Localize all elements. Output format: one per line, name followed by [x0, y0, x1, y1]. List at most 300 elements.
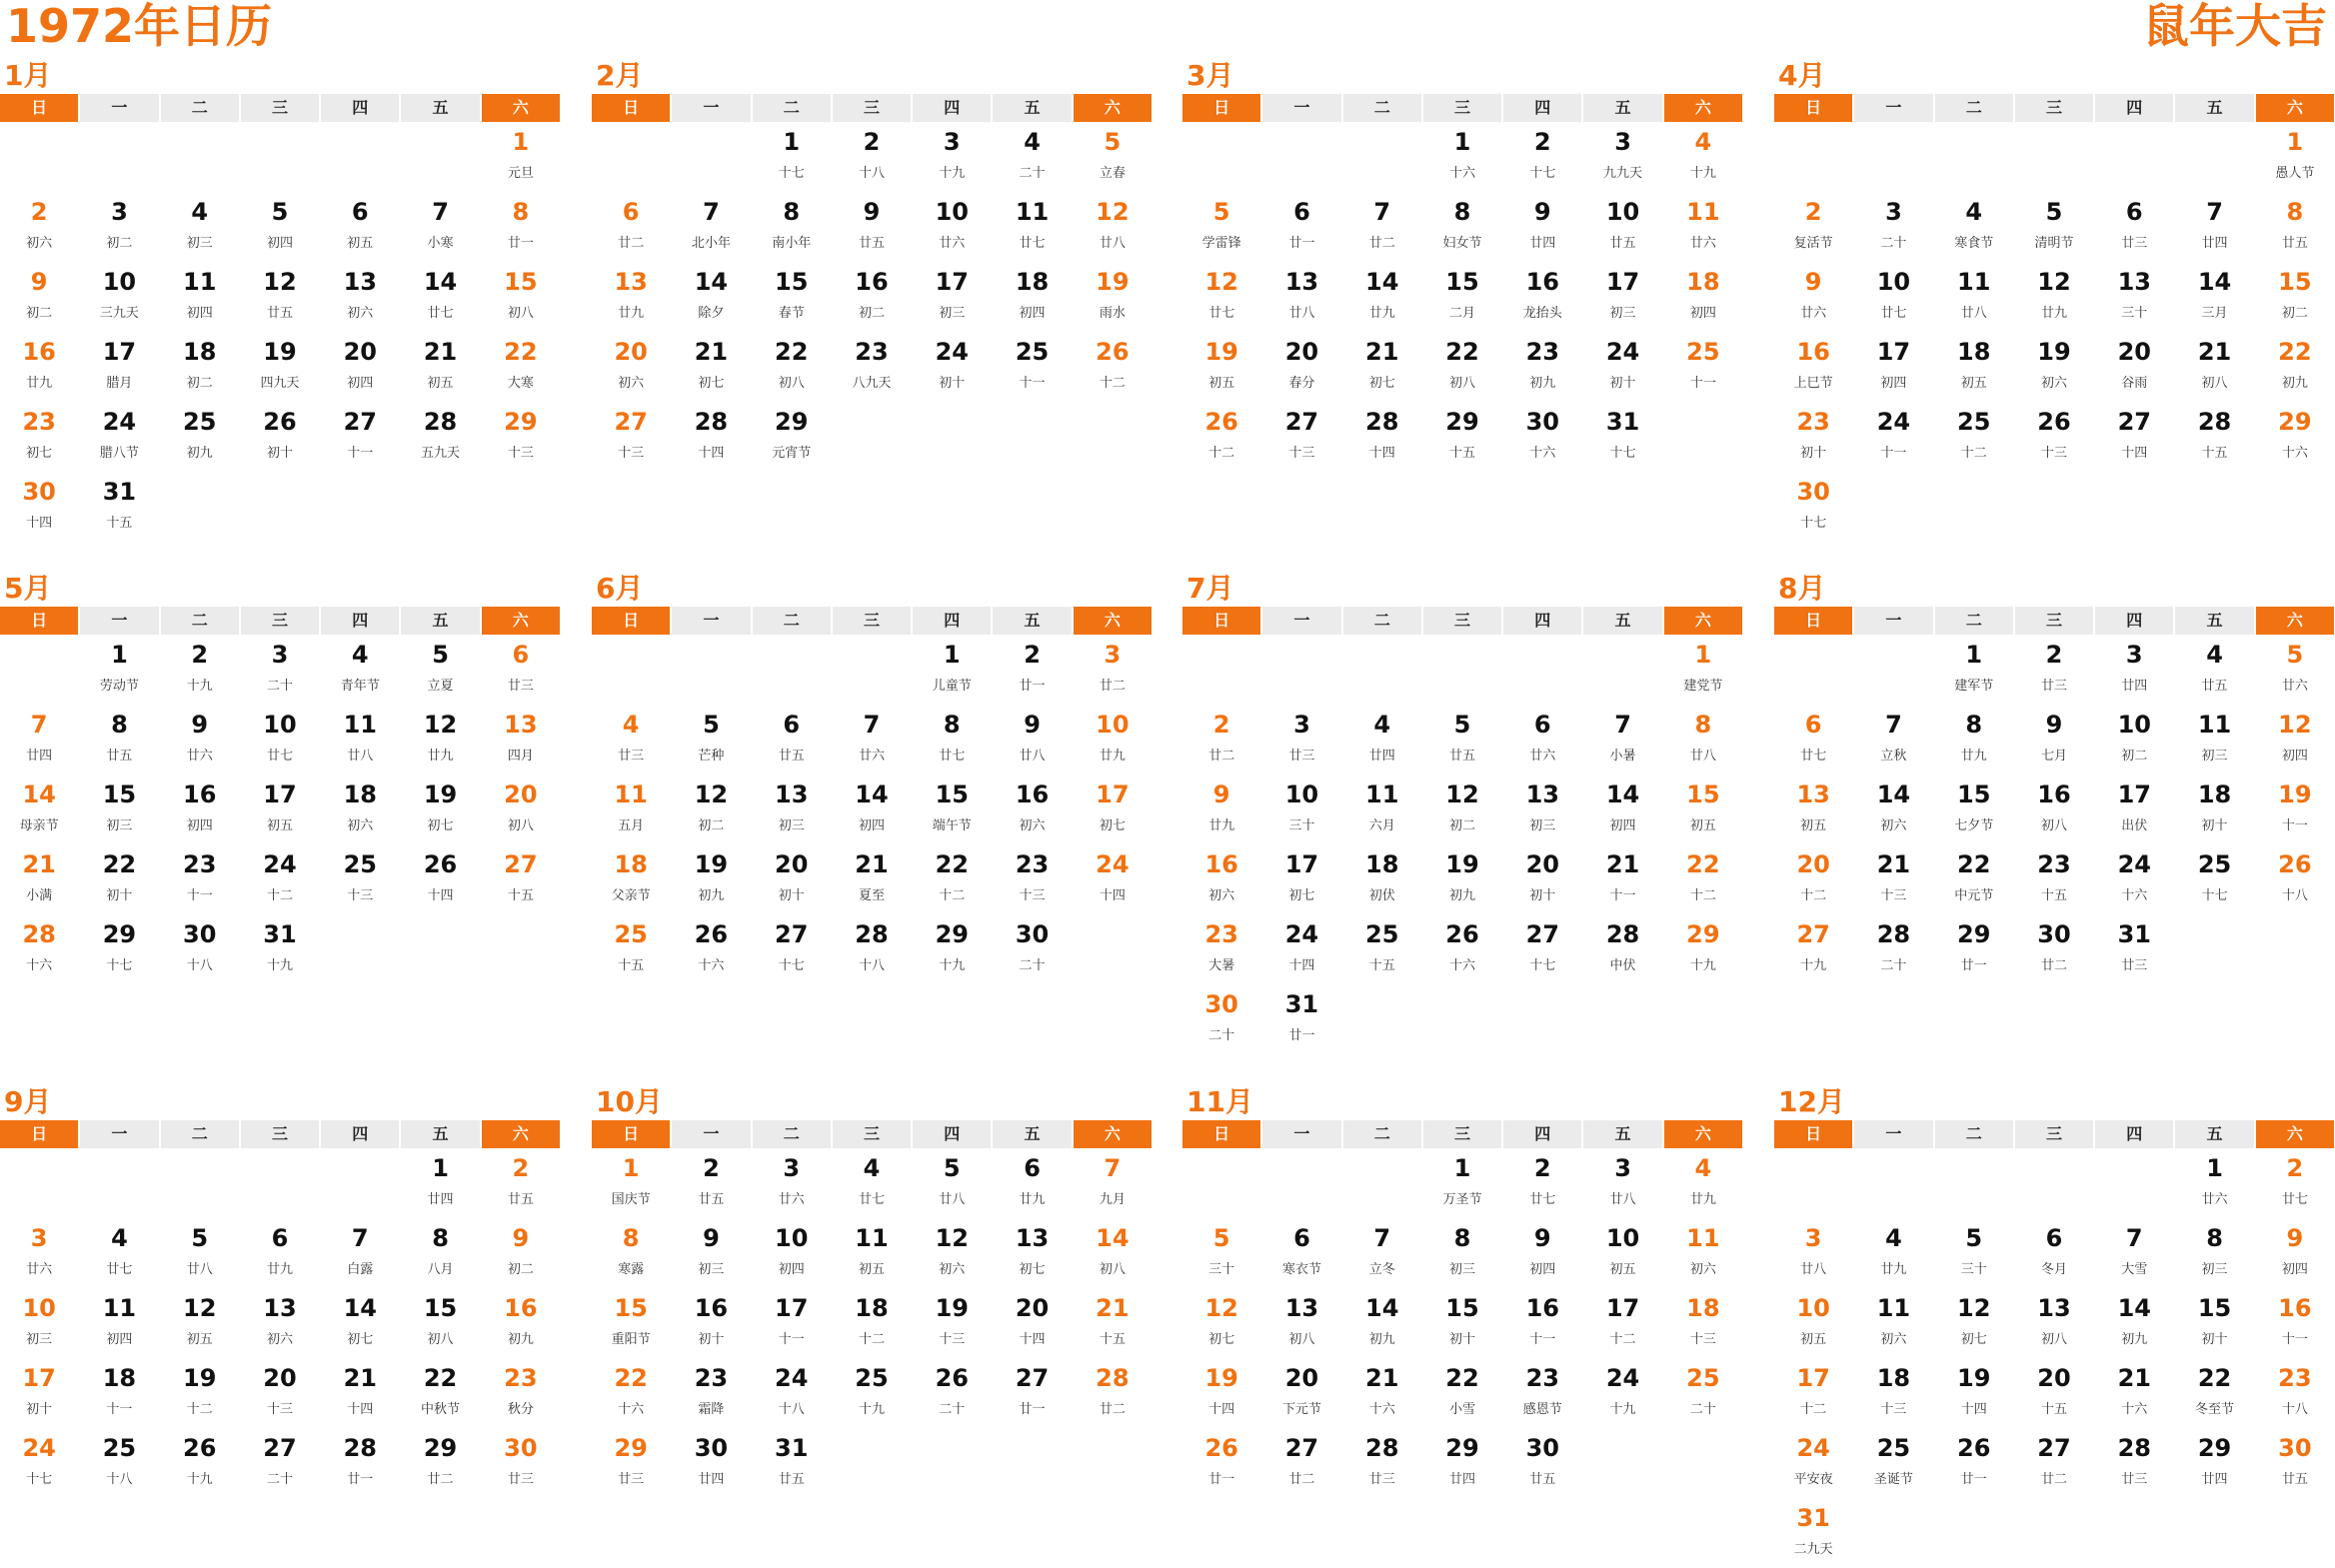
day-number: 23 [183, 850, 217, 878]
day-cell [161, 705, 239, 775]
day-cell [401, 192, 479, 262]
day-cell [1074, 262, 1152, 332]
lunar-date: 十七 [1800, 516, 1827, 531]
lunar-date: 廿一 [1960, 1472, 1987, 1487]
day-cell [482, 705, 560, 775]
day-cell [2256, 402, 2334, 472]
day-number: 22 [1686, 850, 1720, 878]
day-number: 6 [1024, 1154, 1041, 1182]
lunar-date: 廿一 [1019, 1402, 1046, 1417]
day-cell [592, 1358, 670, 1428]
day-number: 27 [2037, 1434, 2071, 1462]
day-number: 28 [2117, 1434, 2151, 1462]
day-cell [753, 122, 831, 192]
day-cell [241, 705, 319, 775]
empty-cell [1935, 1148, 2013, 1218]
lunar-date: 十二 [1960, 446, 1987, 461]
lunar-date: 廿五 [1448, 749, 1475, 764]
day-number: 26 [423, 850, 458, 878]
lunar-date: 初三 [1609, 306, 1636, 321]
day-number: 13 [1796, 781, 1830, 808]
day-cell [0, 705, 78, 775]
day-number: 4 [191, 198, 209, 226]
lunar-date: 十一 [1880, 446, 1907, 461]
day-cell [1583, 1288, 1661, 1358]
day-cell [1583, 705, 1661, 775]
lunar-date: 廿一 [1288, 236, 1315, 251]
lunar-date: 十三 [266, 1402, 293, 1417]
empty-cell [161, 1148, 239, 1218]
day-number: 4 [1885, 1224, 1902, 1252]
day-number: 20 [1796, 850, 1830, 878]
weekday-label: 五 [2175, 94, 2253, 122]
lunar-date: 廿五 [1529, 1472, 1556, 1487]
day-number: 2 [2286, 1154, 2304, 1182]
day-number: 15 [423, 1294, 458, 1322]
day-cell [1262, 705, 1340, 775]
day-number: 13 [263, 1294, 297, 1322]
day-number: 30 [694, 1434, 729, 1462]
lunar-date: 廿七 [1800, 749, 1827, 764]
day-number: 7 [2206, 198, 2223, 226]
lunar-date: 初五 [347, 236, 374, 251]
empty-cell [1182, 635, 1260, 705]
day-cell [1182, 1358, 1260, 1428]
day-number: 14 [2197, 268, 2232, 296]
day-number: 3 [30, 1224, 48, 1252]
empty-cell [2175, 122, 2253, 192]
day-number: 11 [1686, 1224, 1720, 1252]
day-number: 31 [263, 920, 297, 948]
empty-cell [80, 1148, 158, 1218]
lunar-date: 立夏 [427, 679, 454, 694]
day-cell [2095, 192, 2173, 262]
empty-cell [2015, 1148, 2093, 1218]
day-number: 10 [1605, 1224, 1640, 1252]
day-number: 6 [783, 711, 801, 739]
day-cell [1854, 775, 1932, 844]
day-cell [0, 1218, 78, 1288]
lunar-date: 十一 [1529, 1332, 1556, 1347]
day-cell [1343, 1358, 1421, 1428]
lunar-date: 二十 [939, 1402, 966, 1417]
day-number: 26 [2278, 850, 2312, 878]
lunar-date: 劳动节 [99, 679, 139, 694]
lunar-date: 初七 [1368, 376, 1395, 391]
lunar-date: 初九 [2121, 1332, 2148, 1347]
lunar-date: 初十 [26, 1402, 53, 1417]
weekday-header [592, 1120, 1152, 1148]
day-number: 23 [1525, 338, 1559, 366]
day-number: 8 [111, 711, 128, 739]
lunar-date: 初二 [858, 306, 885, 321]
empty-cell [1262, 1148, 1340, 1218]
day-cell [1935, 1218, 2013, 1288]
day-number: 17 [22, 1364, 56, 1392]
lunar-date: 廿四 [698, 1472, 725, 1487]
day-cell [1423, 844, 1501, 914]
lunar-date: 初九 [1529, 376, 1556, 391]
lunar-date: 十四 [1099, 888, 1126, 903]
lunar-date: 初四 [858, 818, 885, 833]
day-cell [2256, 844, 2334, 914]
day-cell [1774, 914, 1852, 984]
day-number: 18 [855, 1294, 889, 1322]
lunar-date: 廿五 [2281, 236, 2308, 251]
lunar-date: 廿三 [618, 1472, 645, 1487]
day-cell [1503, 1358, 1581, 1428]
day-cell [993, 775, 1071, 844]
weekday-label: 六 [1074, 1120, 1152, 1148]
day-cell [833, 914, 911, 984]
day-cell [1664, 844, 1742, 914]
lunar-date: 廿五 [778, 1472, 805, 1487]
day-cell [833, 262, 911, 332]
day-cell [80, 1358, 158, 1428]
day-cell [2015, 914, 2093, 984]
day-number: 20 [1525, 850, 1559, 878]
days-grid [1182, 122, 1742, 472]
day-number: 16 [183, 781, 217, 808]
day-number: 12 [694, 781, 729, 808]
lunar-date: 寒露 [618, 1262, 645, 1277]
day-number: 14 [2117, 1294, 2151, 1322]
day-number: 1 [783, 128, 801, 156]
weekday-label: 日 [1182, 94, 1260, 122]
day-number: 25 [343, 850, 377, 878]
day-number: 11 [2197, 711, 2232, 739]
day-number: 30 [1015, 920, 1050, 948]
day-cell [833, 332, 911, 402]
day-number: 4 [863, 1154, 881, 1182]
weekday-label: 日 [592, 94, 670, 122]
lunar-date: 初二 [26, 306, 53, 321]
lunar-date: 初十 [2201, 1332, 2228, 1347]
lunar-date: 五月 [618, 818, 645, 833]
day-number: 21 [423, 338, 458, 366]
day-cell [1423, 1218, 1501, 1288]
day-cell [993, 1358, 1071, 1428]
day-number: 31 [1605, 408, 1640, 436]
day-number: 4 [622, 711, 640, 739]
day-number: 23 [1796, 408, 1830, 436]
lunar-date: 初七 [347, 1332, 374, 1347]
day-cell [1503, 775, 1581, 844]
day-cell [2015, 402, 2093, 472]
lunar-date: 十六 [2121, 888, 2148, 903]
lunar-date: 初五 [1609, 1262, 1636, 1277]
weekday-label: 四 [321, 607, 399, 635]
day-number: 3 [1885, 198, 1902, 226]
day-number: 1 [2206, 1154, 2223, 1182]
empty-cell [2015, 122, 2093, 192]
weekday-header [1774, 607, 2334, 635]
day-cell [1503, 1428, 1581, 1498]
lunar-date: 白露 [347, 1262, 374, 1277]
lunar-date: 中元节 [1954, 888, 1994, 903]
day-cell [753, 914, 831, 984]
lunar-date: 十四 [1288, 958, 1315, 973]
lunar-date: 愚人节 [2275, 166, 2315, 181]
day-cell [1343, 705, 1421, 775]
day-number: 30 [1204, 990, 1238, 1018]
day-cell [1503, 192, 1581, 262]
day-cell [2256, 1358, 2334, 1428]
lunar-date: 二十 [1880, 236, 1907, 251]
day-cell [672, 775, 750, 844]
lunar-date: 七夕节 [1954, 818, 1994, 833]
lunar-date: 初三 [778, 818, 805, 833]
day-cell [753, 332, 831, 402]
day-cell [913, 1358, 991, 1428]
day-number: 29 [935, 920, 969, 948]
day-cell [993, 844, 1071, 914]
weekday-label: 二 [1935, 1120, 2013, 1148]
day-cell [1262, 192, 1340, 262]
day-number: 18 [2197, 781, 2232, 808]
lunar-date: 谷雨 [2121, 376, 2148, 391]
lunar-date: 十八 [858, 166, 885, 181]
day-cell [1503, 402, 1581, 472]
days-grid [1182, 635, 1742, 1054]
lunar-date: 廿二 [1368, 236, 1395, 251]
day-number: 5 [2045, 198, 2063, 226]
weekday-label: 二 [1343, 1120, 1421, 1148]
day-number: 29 [102, 920, 137, 948]
weekday-label: 三 [241, 1120, 319, 1148]
day-cell [80, 332, 158, 402]
day-cell [672, 1358, 750, 1428]
weekday-label: 六 [482, 1120, 560, 1148]
weekday-label: 四 [913, 94, 991, 122]
day-number: 15 [1445, 268, 1479, 296]
lunar-date: 廿九 [2040, 306, 2067, 321]
weekday-header [0, 607, 560, 635]
day-cell [1423, 914, 1501, 984]
day-number: 27 [263, 1434, 297, 1462]
day-number: 26 [935, 1364, 969, 1392]
lunar-date: 复活节 [1793, 236, 1833, 251]
day-number: 10 [1096, 711, 1130, 739]
lunar-date: 五九天 [421, 446, 461, 461]
lunar-date: 初三 [106, 818, 133, 833]
day-number: 26 [1204, 1434, 1238, 1462]
lunar-date: 初十 [1609, 376, 1636, 391]
empty-cell [672, 122, 750, 192]
day-cell [592, 1288, 670, 1358]
lunar-date: 十七 [2201, 888, 2228, 903]
day-number: 9 [1533, 1224, 1551, 1252]
day-number: 21 [2197, 338, 2232, 366]
weekday-label: 六 [2256, 1120, 2334, 1148]
day-number: 10 [2117, 711, 2151, 739]
day-cell [672, 262, 750, 332]
lunar-date: 九九天 [1603, 166, 1643, 181]
day-cell [1423, 122, 1501, 192]
day-cell [482, 844, 560, 914]
day-number: 5 [1212, 198, 1230, 226]
day-cell [401, 262, 479, 332]
empty-cell [1774, 635, 1852, 705]
day-cell [1262, 332, 1340, 402]
day-cell [321, 1288, 399, 1358]
lunar-date: 初二 [698, 818, 725, 833]
days-grid [592, 1148, 1152, 1498]
lunar-date: 廿六 [186, 749, 213, 764]
day-number: 7 [1885, 711, 1902, 739]
day-cell [1182, 705, 1260, 775]
day-cell [2015, 1428, 2093, 1498]
day-number: 21 [1365, 338, 1399, 366]
weekday-label: 二 [753, 607, 831, 635]
day-cell [833, 1148, 911, 1218]
day-number: 2 [512, 1154, 530, 1182]
day-cell [1503, 122, 1581, 192]
empty-cell [1854, 635, 1932, 705]
lunar-date: 初二 [186, 376, 213, 391]
day-number: 3 [2125, 641, 2143, 669]
empty-cell [753, 635, 831, 705]
day-number: 31 [1796, 1504, 1830, 1532]
day-cell [482, 192, 560, 262]
lunar-date: 廿五 [266, 306, 293, 321]
lunar-date: 初四 [1529, 1262, 1556, 1277]
day-cell [482, 1428, 560, 1498]
lunar-date: 初九 [186, 446, 213, 461]
lunar-date: 端午节 [932, 818, 972, 833]
day-cell [401, 844, 479, 914]
day-number: 23 [694, 1364, 729, 1392]
day-number: 8 [432, 1224, 449, 1252]
weekday-label: 三 [833, 94, 911, 122]
day-cell [161, 914, 239, 984]
day-cell [2175, 844, 2253, 914]
day-cell [80, 1288, 158, 1358]
day-number: 29 [504, 408, 538, 436]
lunar-date: 十三 [347, 888, 374, 903]
day-number: 5 [1965, 1224, 1983, 1252]
day-number: 25 [183, 408, 217, 436]
lunar-date: 初七 [698, 376, 725, 391]
day-number: 9 [512, 1224, 530, 1252]
lunar-date: 廿八 [1960, 306, 1987, 321]
day-cell [753, 1358, 831, 1428]
day-cell [80, 402, 158, 472]
month-title: 12月 [1778, 1085, 1845, 1118]
day-cell [401, 775, 479, 844]
lunar-date: 圣诞节 [1873, 1472, 1913, 1487]
day-cell [1182, 984, 1260, 1054]
day-number: 18 [614, 850, 648, 878]
day-number: 12 [1204, 1294, 1238, 1322]
day-number: 13 [2037, 1294, 2071, 1322]
month-title: 11月 [1186, 1085, 1253, 1118]
day-cell [2015, 844, 2093, 914]
day-number: 4 [1694, 1154, 1712, 1182]
day-cell [1074, 705, 1152, 775]
lunar-date: 初十 [106, 888, 133, 903]
lunar-date: 廿五 [698, 1192, 725, 1207]
day-cell [482, 1288, 560, 1358]
lunar-date: 初七 [1960, 1332, 1987, 1347]
day-number: 7 [30, 711, 48, 739]
lunar-date: 十八 [2281, 888, 2308, 903]
day-number: 19 [2037, 338, 2071, 366]
lunar-date: 十九 [1689, 958, 1716, 973]
day-cell [80, 635, 158, 705]
weekday-label: 日 [1774, 607, 1852, 635]
day-number: 18 [1686, 268, 1720, 296]
lunar-date: 廿四 [26, 749, 53, 764]
day-number: 16 [694, 1294, 729, 1322]
day-cell [1774, 705, 1852, 775]
weekday-label: 四 [2095, 607, 2173, 635]
lunar-date: 初五 [186, 1332, 213, 1347]
day-number: 29 [423, 1434, 458, 1462]
day-cell [1774, 844, 1852, 914]
lunar-date: 十三 [939, 1332, 966, 1347]
day-cell [321, 775, 399, 844]
days-grid [0, 1148, 560, 1498]
day-cell [672, 705, 750, 775]
day-number: 20 [504, 781, 538, 808]
lunar-date: 初三 [2201, 749, 2228, 764]
lunar-date: 初十 [1800, 446, 1827, 461]
day-cell [321, 705, 399, 775]
lunar-date: 廿二 [618, 236, 645, 251]
day-cell [1503, 1218, 1581, 1288]
weekday-label: 三 [2015, 607, 2093, 635]
day-number: 12 [1957, 1294, 1991, 1322]
day-number: 15 [102, 781, 137, 808]
day-cell [1774, 1288, 1852, 1358]
lunar-date: 初四 [1609, 818, 1636, 833]
day-cell [401, 1288, 479, 1358]
empty-cell [1774, 122, 1852, 192]
day-number: 17 [2117, 781, 2151, 808]
day-number: 8 [512, 198, 530, 226]
day-cell [592, 914, 670, 984]
day-number: 27 [1284, 408, 1319, 436]
day-number: 12 [1445, 781, 1479, 808]
lunar-date: 三十 [2121, 306, 2148, 321]
lunar-date: 小暑 [1609, 749, 1636, 764]
month-title: 4月 [1778, 59, 1826, 92]
lunar-date: 廿六 [939, 236, 966, 251]
lunar-date: 九月 [1099, 1192, 1126, 1207]
weekday-label: 二 [161, 1120, 239, 1148]
day-cell [241, 1218, 319, 1288]
lunar-date: 廿一 [1019, 679, 1046, 694]
weekday-header [592, 607, 1152, 635]
weekday-header [1182, 1120, 1742, 1148]
lunar-date: 儿童节 [932, 679, 972, 694]
weekday-label: 六 [1074, 94, 1152, 122]
day-number: 30 [1525, 408, 1559, 436]
day-number: 27 [1796, 920, 1830, 948]
weekday-label: 六 [1664, 1120, 1742, 1148]
day-cell [753, 1288, 831, 1358]
empty-cell [1343, 635, 1421, 705]
lunar-date: 廿一 [1288, 1028, 1315, 1043]
lunar-date: 十四 [1208, 1402, 1235, 1417]
day-number: 4 [2206, 641, 2223, 669]
day-cell [2256, 122, 2334, 192]
day-number: 19 [935, 1294, 969, 1322]
lunar-date: 廿九 [1960, 749, 1987, 764]
day-number: 16 [2037, 781, 2071, 808]
lunar-date: 初八 [778, 376, 805, 391]
